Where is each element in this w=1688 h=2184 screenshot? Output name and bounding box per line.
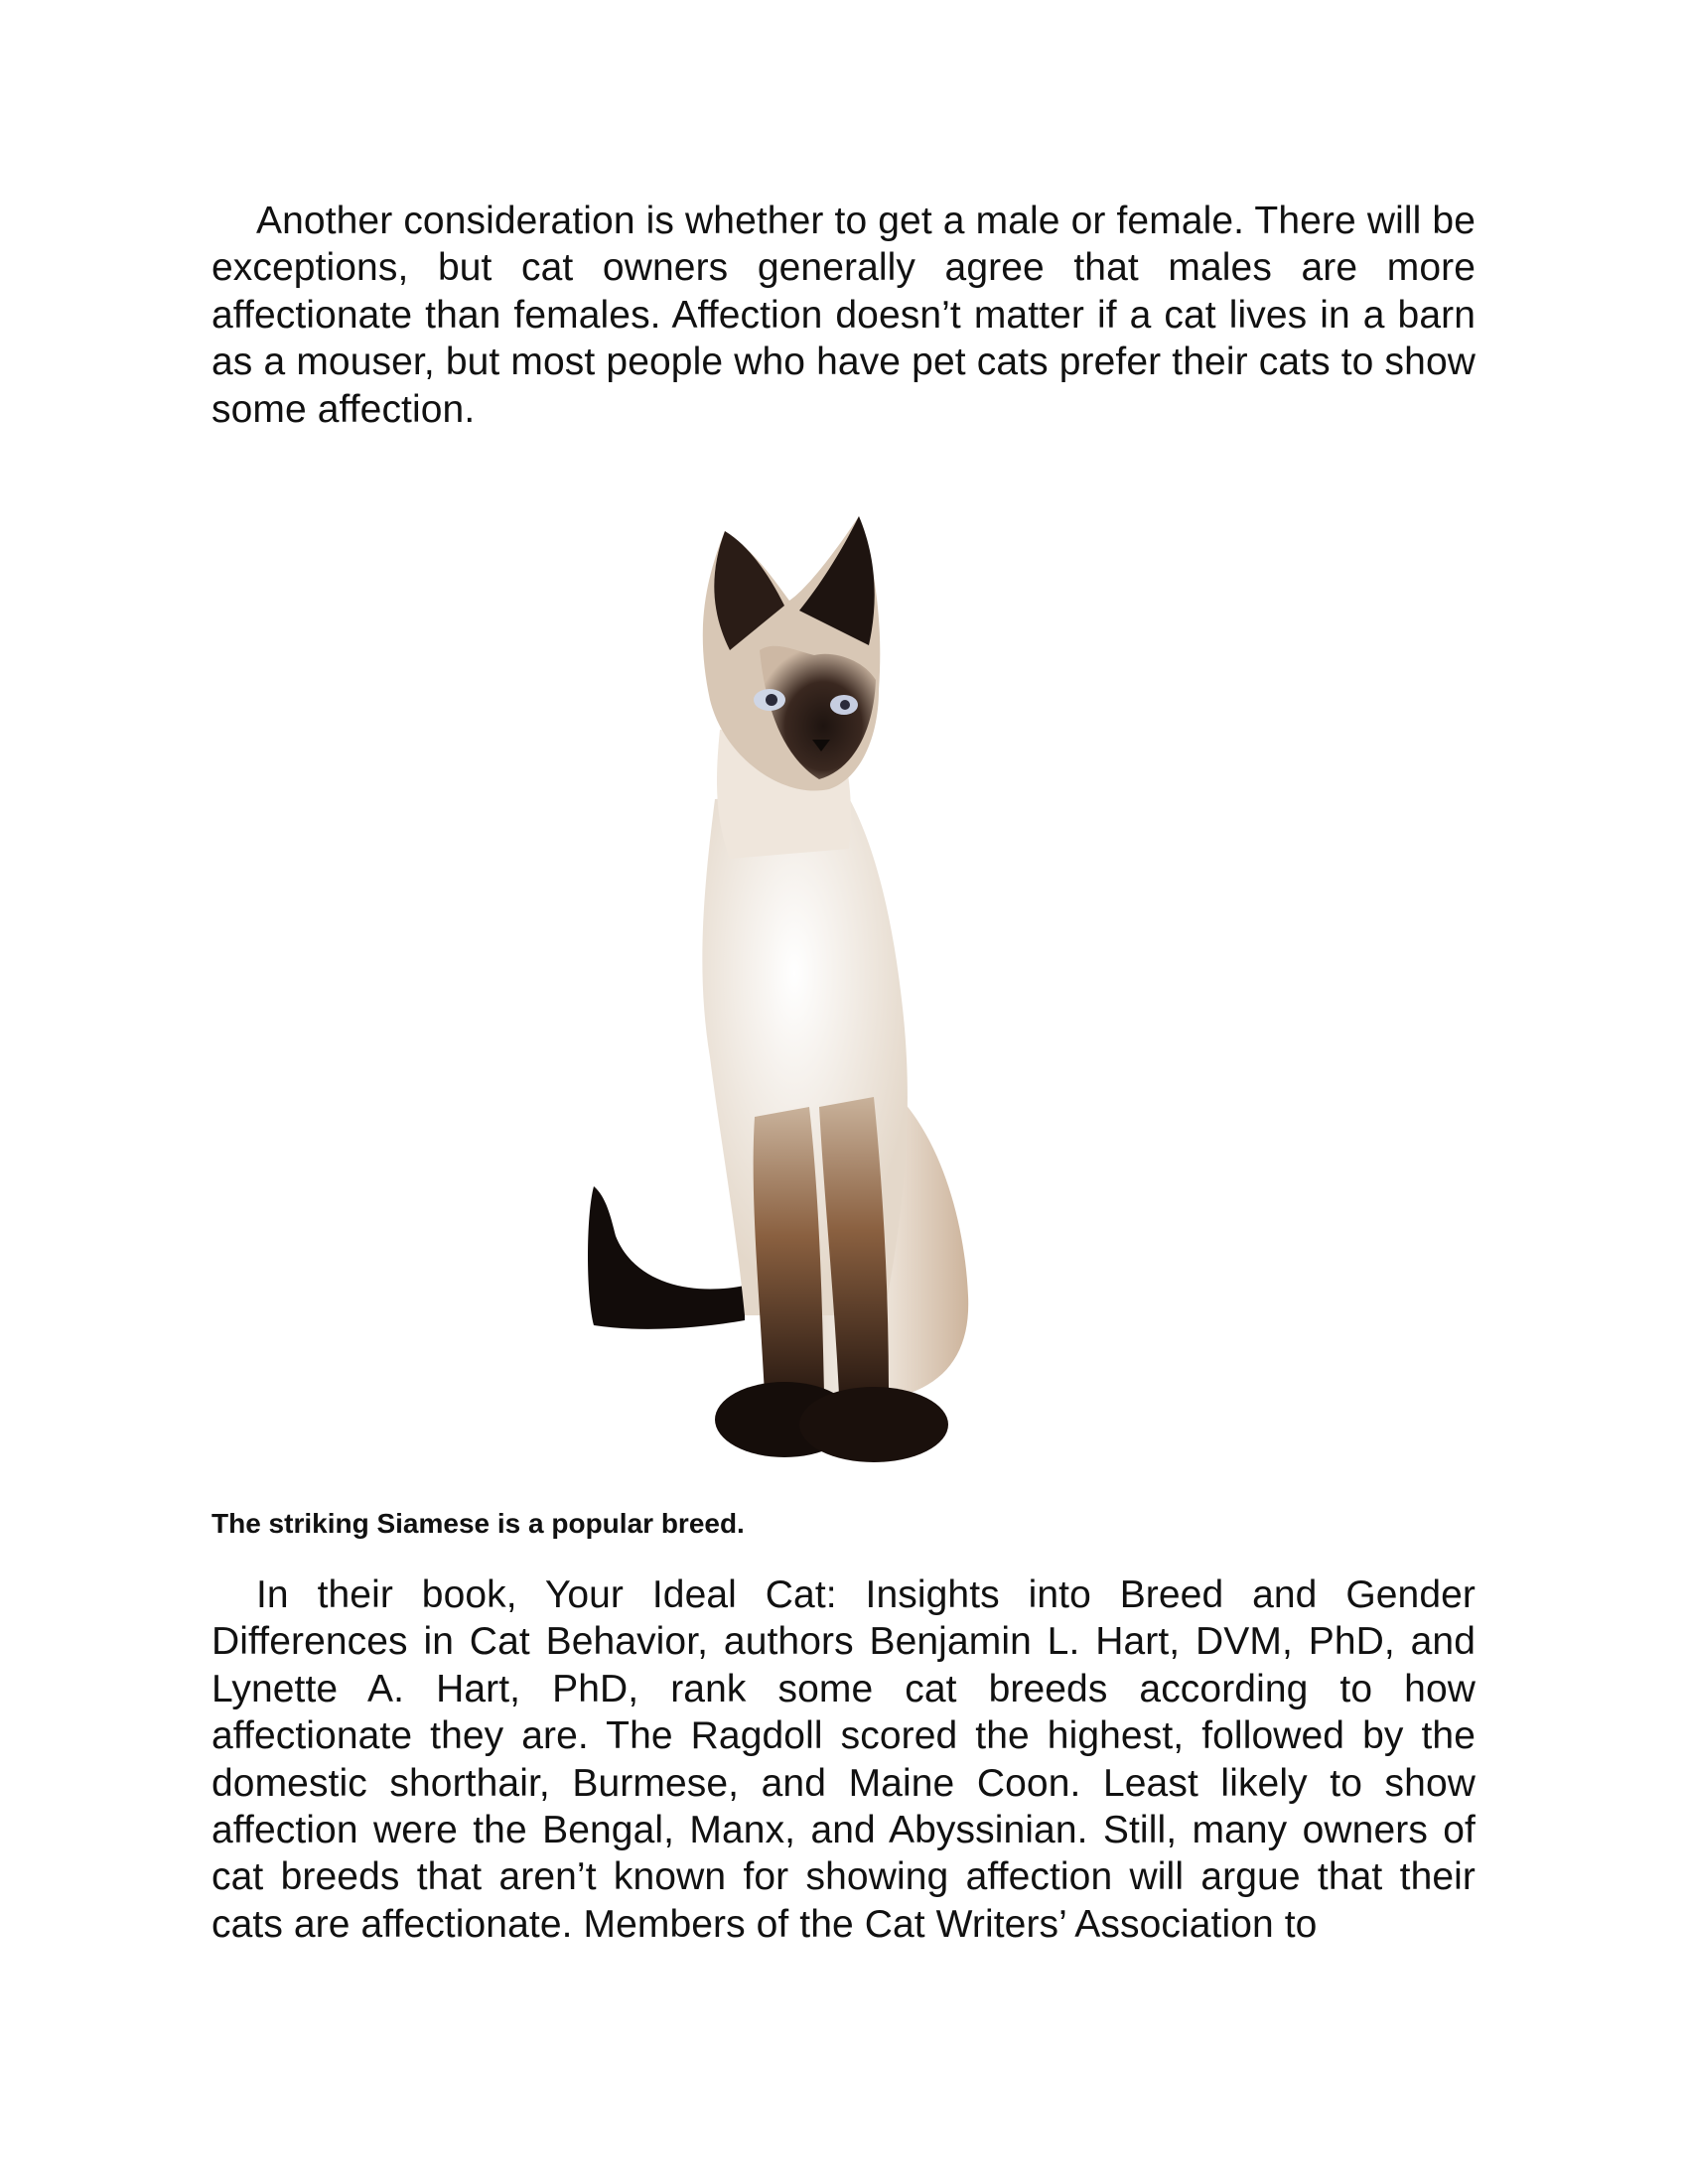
- cat-paw-right: [799, 1387, 948, 1462]
- figure-caption: The striking Siamese is a popular breed.: [211, 1508, 745, 1539]
- siamese-cat-photo: [586, 501, 1102, 1464]
- body-paragraph: In their book, Your Ideal Cat: Insights into Breed and Gender Differences in Cat Behavior, authors Benjamin L. Hart, DVM, PhD, and Lynette A. Hart, PhD, rank some cat breeds according to how affectionate they are. The Ragdoll scored the highest, followed by the domestic shorthair, Burmese, and Maine Coon. Least likely to show affection were the Bengal, Manx, and Abyssinian. Still, many owners of cat breeds that aren’t known for showing affection will argue that their cats are affectionate. Members of the Cat Writers’ Association to: [211, 1573, 1476, 1946]
- cat-tail: [588, 1186, 745, 1329]
- body-paragraph: Another consideration is whether to get a male or female. There will be exceptions, but cat owners generally agree that males are more affectionate than females. Affection doesn’t matter if a cat lives in a barn as a mouser, but most people who have pet cats prefer their cats to show some affection.: [211, 200, 1476, 431]
